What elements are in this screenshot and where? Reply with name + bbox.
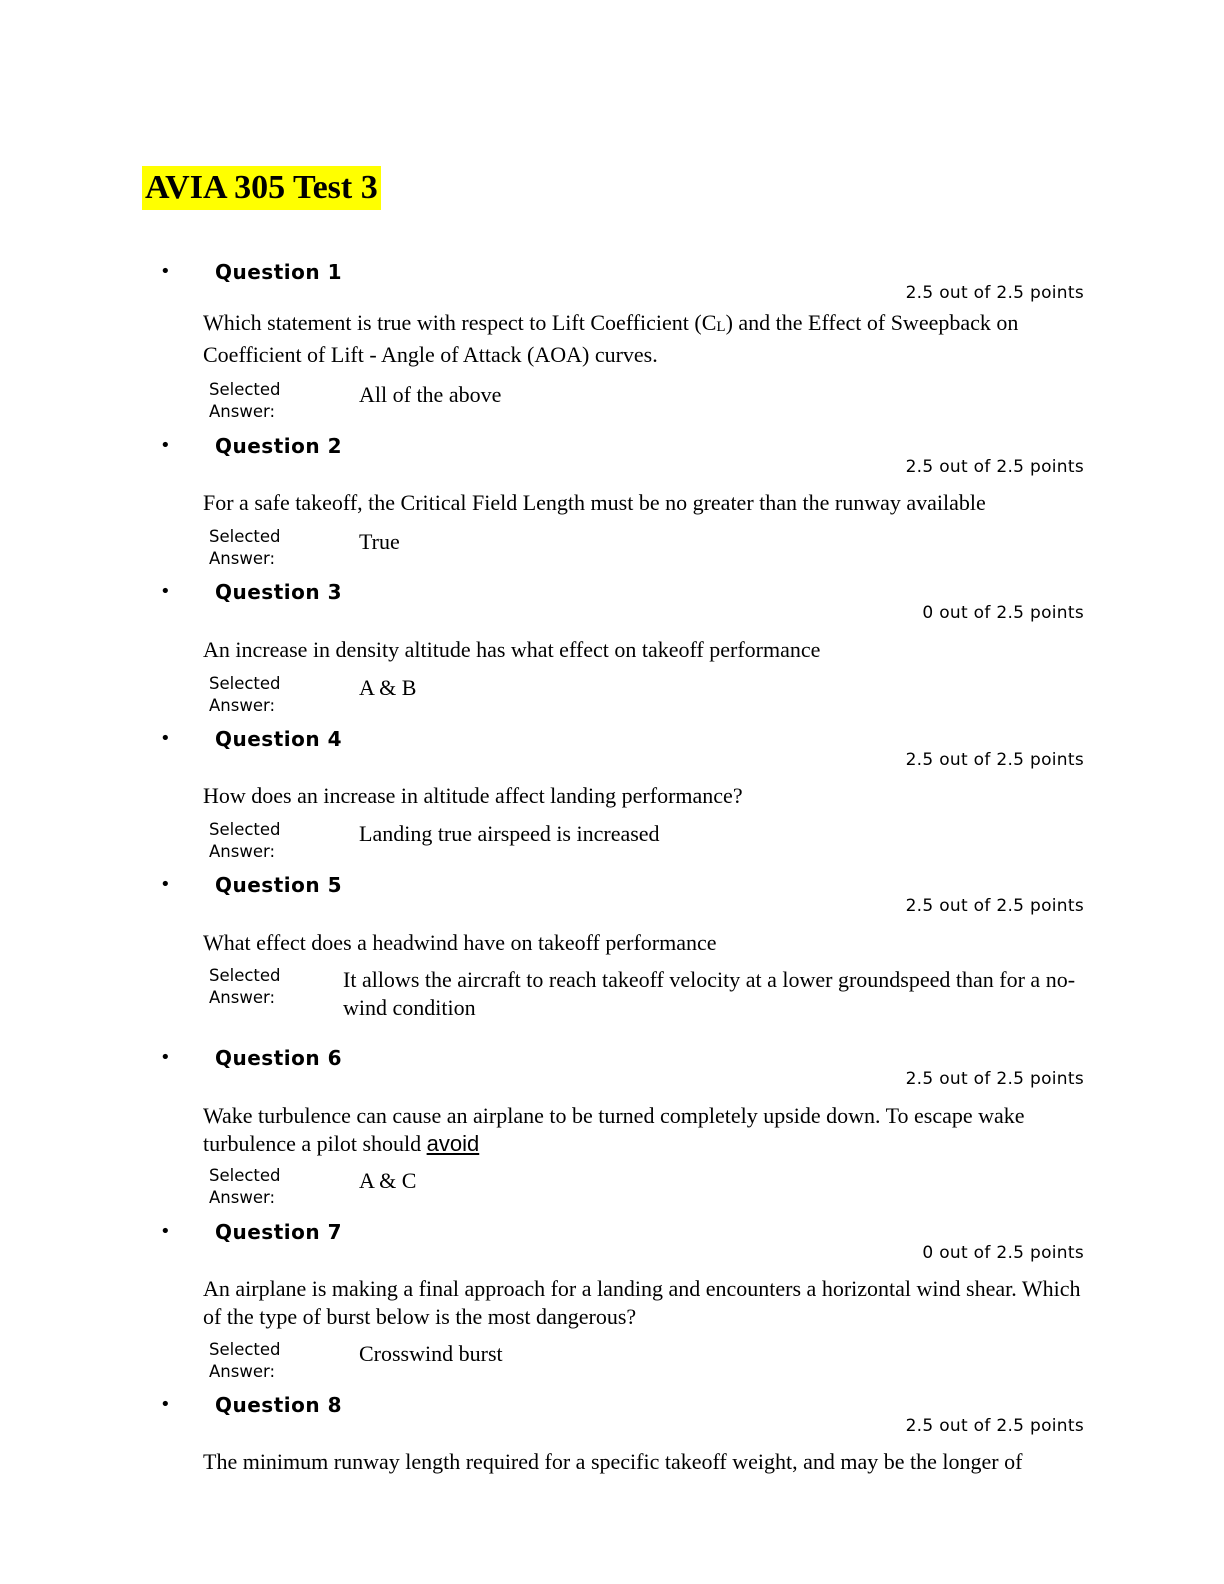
question-points: 0 out of 2.5 points — [922, 1243, 1084, 1263]
selected-answer-label: Selected Answer: — [209, 380, 281, 421]
selected-answer: A & C — [359, 1168, 417, 1193]
question-heading: Question 4 — [215, 727, 342, 751]
selected-answer: All of the above — [359, 382, 502, 407]
question-text: An increase in density altitude has what effect on takeoff performance — [203, 637, 821, 662]
selected-answer-label: Selected Answer: — [209, 820, 281, 861]
selected-answer: Landing true airspeed is increased — [359, 821, 660, 846]
selected-answer-label: Selected Answer: — [209, 527, 281, 568]
question-points: 0 out of 2.5 points — [922, 603, 1084, 623]
question-heading: Question 8 — [215, 1393, 342, 1417]
page-title: AVIA 305 Test 3 — [142, 166, 381, 210]
question-points: 2.5 out of 2.5 points — [905, 1416, 1084, 1436]
question-heading: Question 3 — [215, 580, 342, 604]
selected-answer-label: Selected Answer: — [209, 1166, 281, 1207]
bullet: • — [160, 1221, 171, 1242]
selected-answer: It allows the aircraft to reach takeoff velocity at a lower groundspeed than for a no-wind condition — [343, 967, 1076, 1020]
question-points: 2.5 out of 2.5 points — [905, 1069, 1084, 1089]
bullet: • — [160, 261, 171, 282]
selected-answer: Crosswind burst — [359, 1341, 503, 1366]
question-text: The minimum runway length required for a specific takeoff weight, and may be the longer of — [203, 1449, 1023, 1474]
question-text: What effect does a headwind have on takeoff performance — [203, 930, 717, 955]
selected-answer-label: Selected Answer: — [209, 674, 281, 715]
question-text: An airplane is making a final approach for a landing and encounters a horizontal wind shear. Which of the type of burst below is the most dangerous? — [203, 1276, 1081, 1329]
selected-answer-label: Selected Answer: — [209, 1340, 281, 1381]
bullet: • — [160, 435, 171, 456]
question-heading: Question 2 — [215, 434, 342, 458]
selected-answer: True — [359, 529, 400, 554]
question-text: For a safe takeoff, the Critical Field Length must be no greater than the runway available — [203, 490, 986, 515]
bullet: • — [160, 581, 171, 602]
selected-answer: A & B — [359, 675, 417, 700]
question-text: Which statement is true with respect to Lift Coefficient $(C_L)$ and the Effect of Sweepback on Coefficient of Lift - Angle of Attack (AOA) curves. — [203, 310, 1019, 367]
bullet: • — [160, 1047, 171, 1068]
question-heading: Question 6 — [215, 1046, 342, 1070]
question-points: 2.5 out of 2.5 points — [905, 750, 1084, 770]
bullet: • — [160, 874, 171, 895]
question-heading: Question 5 — [215, 873, 342, 897]
question-heading: Question 1 — [215, 260, 342, 284]
selected-answer-label: Selected Answer: — [209, 966, 281, 1007]
question-points: 2.5 out of 2.5 points — [905, 457, 1084, 477]
question-points: 2.5 out of 2.5 points — [905, 896, 1084, 916]
question-heading: Question 7 — [215, 1220, 342, 1244]
bullet: • — [160, 728, 171, 749]
question-text: Wake turbulence can cause an airplane to be turned completely upside down. To escape wake turbulence a pilot should avoid — [203, 1103, 1025, 1156]
avoid-link[interactable]: avoid — [426, 1131, 480, 1156]
bullet: • — [160, 1394, 171, 1415]
question-points: 2.5 out of 2.5 points — [905, 283, 1084, 303]
question-text: How does an increase in altitude affect landing performance? — [203, 783, 743, 808]
